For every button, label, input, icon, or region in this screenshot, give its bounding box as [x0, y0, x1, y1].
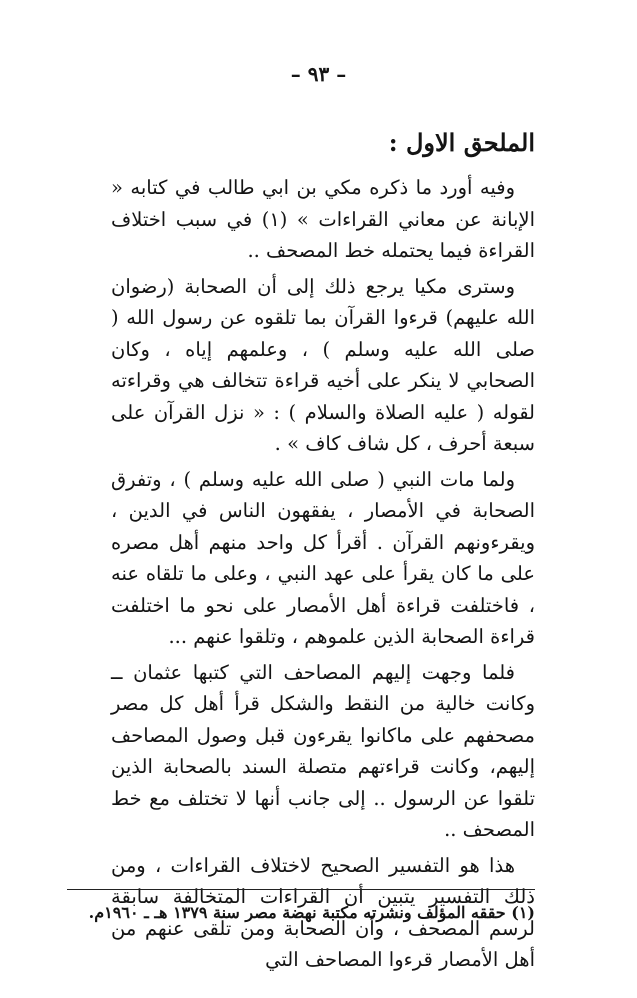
paragraph: وفيه أورد ما ذكره مكي بن ابي طالب في كتابه « الإبانة عن معاني القراءات » (١) في سبب اختلاف القراءة فيما يحتمله خط المصحف .. [111, 176, 535, 262]
paragraph: هذا هو التفسير الصحيح لاختلاف القراءات ، ومن ذلك التفسير يتبين أن القراءات المتخالفة سابقة لرسم المصحف ، وأن الصحابة ومن تلقى عنهم من أهل الأمصار قرءوا المصاحف التي [111, 853, 535, 971]
paragraph: وسترى مكيا يرجع ذلك إلى أن الصحابة (رضوان الله عليهم) قرءوا القرآن بما تلقوه عن رسول الله ( صلى الله عليه وسلم ) ، وعلمهم إياه ، وكان الصحابي لا ينكر على أخيه قراءة تتخالف هي وقراءته لقوله ( عليه الصلاة والسلام ) : « نزل القرآن على سبعة أحرف ، كل شاف كاف » . [111, 274, 535, 455]
body-text [111, 172, 535, 980]
paragraph: فلما وجهت إليهم المصاحف التي كتبها عثمان ــ وكانت خالية من النقط والشكل قرأ أهل كل مصر مصحفهم على ماكانوا يقرءون قبل وصول المصاحف إليهم، وكانت قراءتهم متصلة السند بالصحابة الذين تلقوا عن الرسول .. إلى جانب أنها لا تختلف مع خط المصحف .. [111, 660, 535, 841]
section-heading: الملحق الاول : [388, 128, 535, 157]
page-number: – ٩٣ – [290, 62, 347, 86]
footnote-divider [67, 889, 535, 890]
paragraph: ولما مات النبي ( صلى الله عليه وسلم ) ، وتفرق الصحابة في الأمصار ، يفقهون الناس في الدين ، ويقرءونهم القرآن . أقرأ كل واحد منهم أهل مصره على ما كان يقرأ على عهد النبي ، وعلى ما تلقاه عنه ، فاختلفت قراءة أهل الأمصار على نحو ما اختلفت قراءة الصحابة الذين علموهم ، وتلقوا عنهم ... [111, 467, 535, 648]
footnote: (١) حققه المؤلف ونشرته مكتبة نهضة مصر سنة ١٣٧٩ هـ ـ ١٩٦٠م. [88, 903, 535, 922]
